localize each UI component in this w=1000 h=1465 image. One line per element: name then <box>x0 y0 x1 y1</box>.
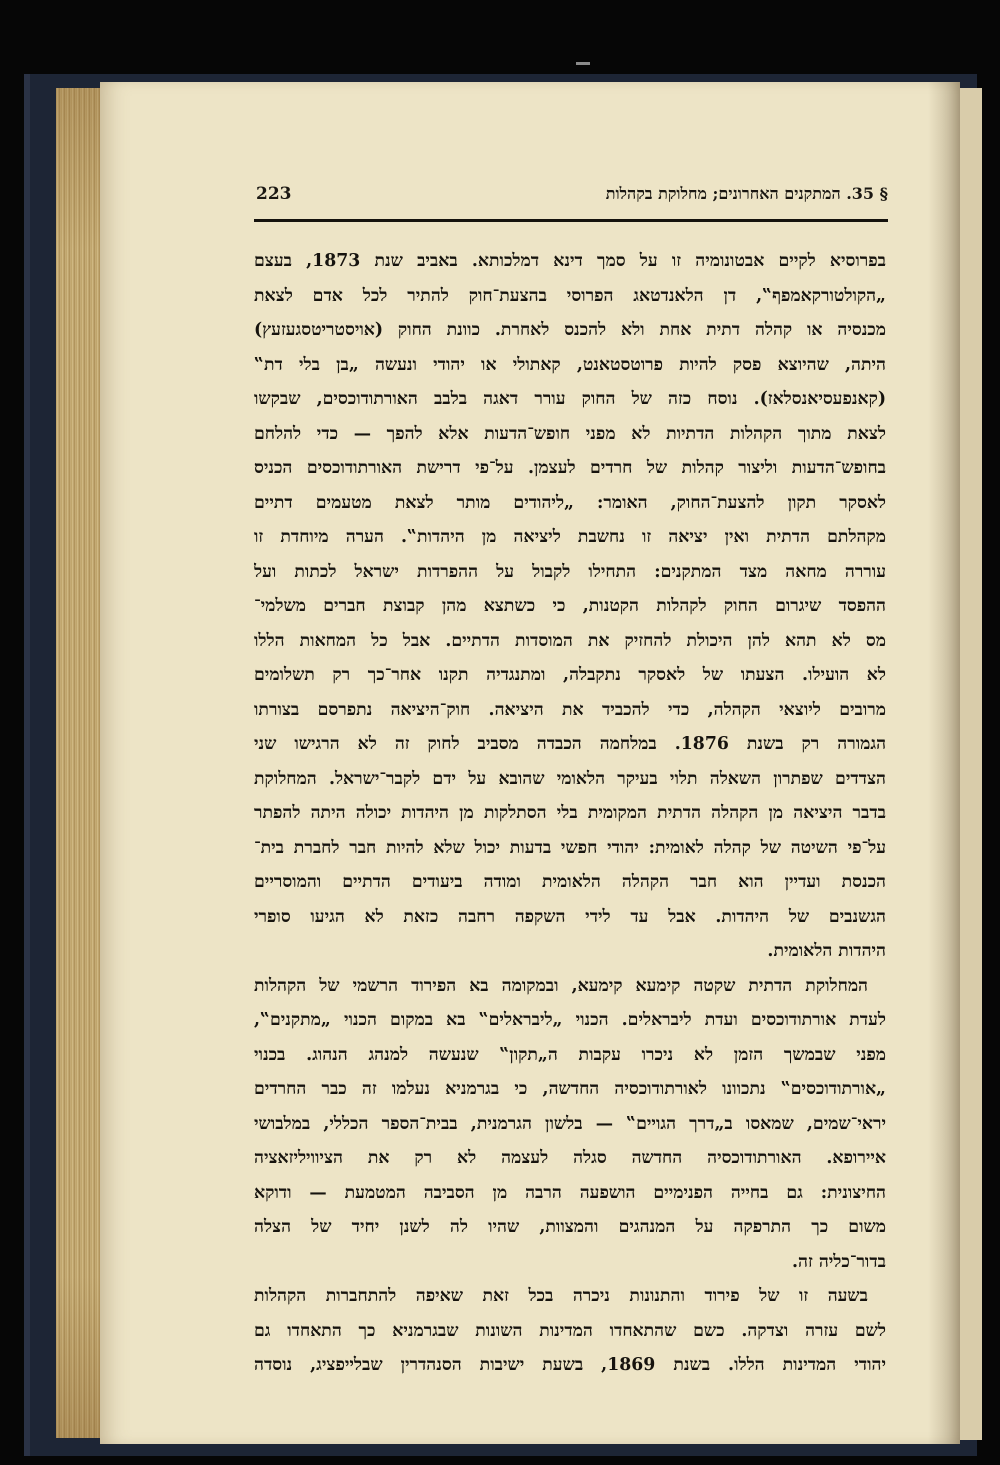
text-line: הגשנבים של היהדות. אבל עד לידי השקפה רחבה כזאת לא הגיעו סופרי <box>254 906 886 927</box>
text-line: המחלוקת הדתית שקטה קימעא קימעא, ובמקומה בא הפירוד הרשמי של הקהלות <box>254 975 868 996</box>
paragraph <box>254 969 886 1280</box>
text-line: הגמורה רק בשנת 1876. במלחמה הכבדה מסביב לחוק זה לא הרגישו שני <box>254 734 886 754</box>
running-title: § 35. המתקנים האחרונים; מחלוקת בקהלות <box>605 184 888 203</box>
gutter-shadow <box>928 82 960 1444</box>
cover-edge <box>24 74 30 1456</box>
text-line: „אורתודוכסים‟ נתכוונו לאורתודוכסיה החדשה, כי בגרמניא נעלמו זה כבר החרדים <box>254 1079 886 1099</box>
text-line: מקהלתם הדתית ואין יציאה זו נחשבת ליציאה מן היהדות‟. הערה מיוחדת זו <box>254 527 886 547</box>
text-line: מרובים ליוצאי הקהלה, כדי להכביד את היציאה. חוק־היציאה נתפרסם בצורתו <box>254 699 886 720</box>
text-line: יראי־שמים, שמאסו ב„דרך הגויים‟ — בלשון הגרמנית, בבית־הספר הכללי, במלבושי <box>254 1113 886 1134</box>
page-edges <box>56 88 104 1438</box>
text-line: החיצונית: גם בחייה הפנימיים הושפעה הרבה מן הסביבה המטמעת — ודוקא <box>254 1182 886 1203</box>
text-line: לשם עזרה וצדקה. כשם שהתאחדו המדינות השונות שבגרמניא כך התאחדו גם <box>254 1320 886 1341</box>
text-line: הכנסת ועדיין הוא חבר הקהלה הלאומית ומודה ביעודים הדתיים והמוסריים <box>254 872 886 892</box>
text-line: לא הועילו. הצעתו של לאסקר נתקבלה, ומתנגדיה תקנו אחר־כך רק תשלומים <box>254 665 886 685</box>
text-line: בדור־כליה זה. <box>792 1251 886 1272</box>
text-line: בפרוסיא לקיים אבטונומיה זו על סמך דינא דמלכותא. באביב שנת 1873, בעצם <box>254 251 886 271</box>
text-line: היהדות הלאומית. <box>767 941 886 961</box>
page-header <box>256 184 888 212</box>
text-line: בשעה זו של פירוד והתנונות ניכרה בכל זאת שאיפה להתחברות הקהלות <box>254 1286 868 1306</box>
scanner-mark <box>576 62 590 65</box>
body-text <box>254 244 886 1383</box>
header-rule <box>254 219 888 222</box>
text-line: (קאנפעסיאנסלאז). נוסח כזה של החוק עורר דאגה בלבב האורתודוכסים, שבקשו <box>254 389 886 409</box>
text-line: יהודי המדינות הללו. בשנת 1869, בשעת ישיבות הסנהדרין שבלייפציג, נוסדה <box>254 1355 886 1375</box>
text-line: לעדת אורתודוכסים ועדת ליבראלים. הכנוי „ליבראלים‟ בא במקום הכנוי „מתקנים‟, <box>254 1010 886 1030</box>
text-line: ההפסד שיגרום החוק לקהלות הקטנות, כי כשתצא מהן קבוצת חברים משלמי־ <box>254 596 886 616</box>
text-line: מס לא תהא להן היכולת להחזיק את המוסדות הדתיים. אבל כל המחאות הללו <box>254 630 886 651</box>
text-line: על־פי השיטה של קהלה לאומית: יהודי חפשי בדעות יכול שלא להיות חבר לחברת בית־ <box>254 837 886 858</box>
text-line: הצדדים שפתרון השאלה תלוי בעיקר הלאומי שהובא על ידם לקבר־ישראל. המחלוקת <box>254 768 886 789</box>
text-line: איירופא. האורתודוכסיה החדשה סגלה לעצמה לא רק את הציוויליזאציה <box>254 1148 886 1168</box>
text-line: לאסקר תקון להצעת־החוק, האומר: „ליהודים מותר לצאת מטעמים דתיים <box>254 492 886 513</box>
text-line: לצאת מתוך הקהלות הדתיות לא מפני חופש־הדעות אלא להפך — כדי להלחם <box>254 423 886 444</box>
text-line: עוררה מחאה מצד המתקנים: התחילו לקבול על ההפרדות ישראל לכתות ועל <box>254 561 886 582</box>
facing-page-edge <box>958 88 982 1440</box>
text-line: „הקולטורקאמפף‟, דן הלאנדטאג הפרוסי בהצעת־חוק להתיר לכל אדם לצאת <box>254 285 886 306</box>
text-line: משום כך התרפקה על המנהגים והמצוות, שהיו לה לשנן יחיד של הצלה <box>254 1217 886 1237</box>
text-line: בחופש־הדעות וליצור קהלות של חרדים לעצמן. על־פי דרישת האורתודוכסים הכניס <box>254 458 886 478</box>
text-line: בדבר היציאה מן הקהלה הדתית המקומית בלי הסתלקות מן היהדות יכולה היתה להפתר <box>254 803 886 823</box>
page-number: 223 <box>256 184 292 204</box>
text-line: מכנסיה או קהלה דתית אחת ולא להכנס לאחרת. כוונת החוק (אויסטריטסגעזעץ) <box>254 320 886 340</box>
text-line: מפני שבמשך הזמן לא ניכרו עקבות ה„תקון‟ שנעשה למנהג הנהוג. בכנוי <box>254 1044 886 1065</box>
text-line: היתה, שהיוצא פסק להיות פרוטסטאנט, קאתולי או יהודי ונעשה „בן בלי דת‟ <box>254 354 886 375</box>
paragraph <box>254 1279 886 1383</box>
paragraph <box>254 244 886 969</box>
